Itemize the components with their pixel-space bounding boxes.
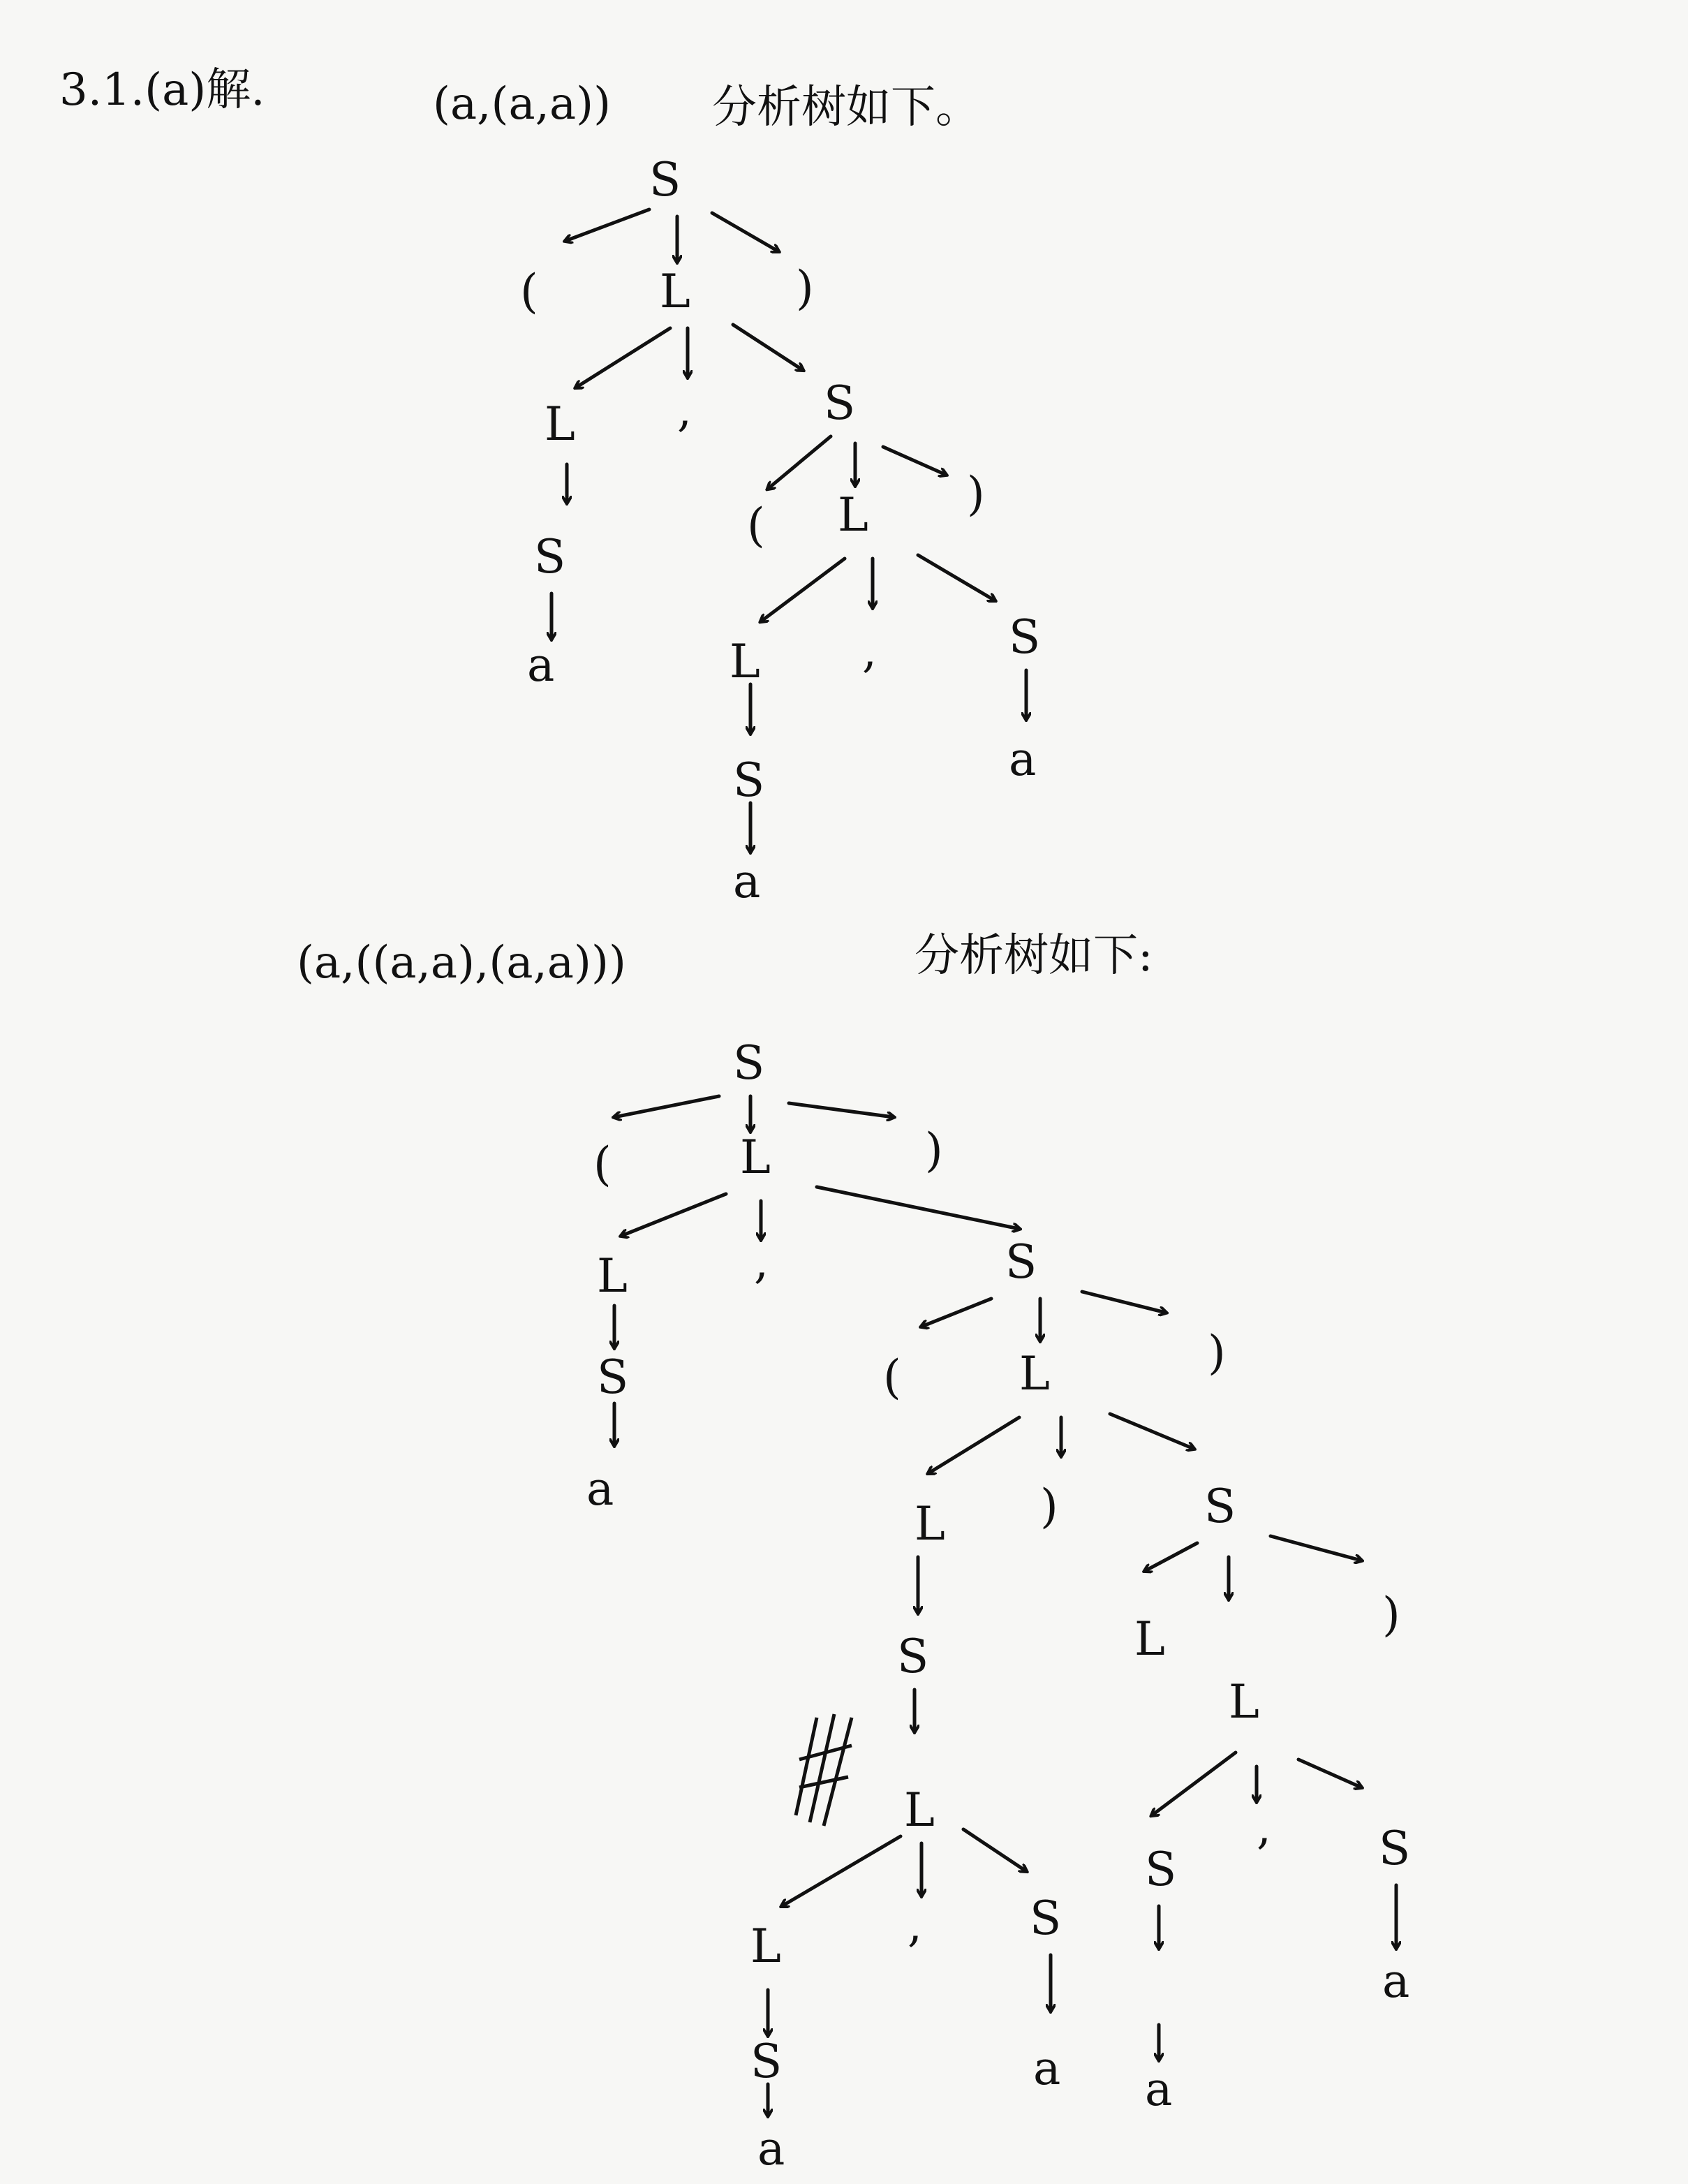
tree-node: , — [908, 1898, 922, 1952]
tree1-edges — [551, 209, 1026, 852]
edge — [576, 328, 670, 388]
tree-node: L — [1229, 1675, 1259, 1729]
tree-node: L — [904, 1783, 935, 1837]
edge — [614, 1096, 719, 1117]
tree-node: S — [1009, 610, 1041, 664]
edge — [1271, 1536, 1361, 1560]
tree1-nodes — [520, 153, 1040, 908]
edge — [1152, 1753, 1236, 1815]
tree2-caption-expr: (a,((a,a),(a,a))) — [297, 937, 626, 989]
tree-node: L — [597, 1249, 628, 1303]
tree-node: a — [733, 855, 761, 908]
tree-node: ( — [883, 1350, 901, 1404]
tree-node: ) — [1208, 1326, 1226, 1380]
tree-node: L — [915, 1497, 945, 1551]
tree1-caption-expr: (a,(a,a)) — [433, 78, 612, 130]
tree-node: L — [838, 488, 868, 542]
tree-node: S — [750, 2035, 783, 2088]
tree-node: ) — [796, 261, 814, 315]
edge — [963, 1829, 1026, 1871]
tree-node: , — [754, 1235, 769, 1289]
tree-node: a — [1145, 2063, 1173, 2116]
edge — [712, 213, 778, 251]
tree2-caption-text: 分析树如下: — [915, 930, 1153, 982]
edge — [733, 325, 803, 370]
tree-node: L — [1134, 1612, 1165, 1666]
tree-node: a — [586, 1462, 614, 1516]
edge — [817, 1187, 1019, 1229]
tree-node: S — [649, 153, 681, 207]
tree-node: L — [730, 635, 760, 688]
tree-node: a — [1009, 732, 1037, 786]
tree2-nodes — [586, 1036, 1410, 2176]
tree-node: ) — [1382, 1588, 1400, 1641]
edge — [1145, 1543, 1197, 1571]
edge — [789, 1103, 894, 1117]
tree-node: S — [1005, 1235, 1037, 1289]
tree-node: ) — [967, 467, 985, 521]
tree-node: a — [1033, 2042, 1061, 2095]
edge — [921, 1299, 991, 1327]
edge — [1110, 1414, 1194, 1449]
edge — [918, 555, 995, 600]
tree-node: ) — [925, 1123, 943, 1177]
tree-node: S — [824, 376, 856, 430]
edge — [621, 1194, 726, 1236]
tree-node: S — [597, 1350, 629, 1404]
tree-node: L — [740, 1130, 771, 1184]
edge — [883, 447, 946, 475]
tree-node: S — [1204, 1480, 1236, 1533]
problem-label: 3.1.(a)解. — [59, 64, 265, 116]
edge — [1298, 1759, 1361, 1787]
tree1-caption-text: 分析树如下。 — [712, 82, 980, 133]
tree-node: L — [545, 397, 575, 451]
scribble-mark — [796, 1714, 852, 1826]
tree-node: a — [1382, 1954, 1410, 2008]
tree-node: S — [534, 530, 566, 584]
tree-node: L — [660, 265, 690, 318]
tree-node: ( — [747, 499, 765, 552]
tree-node: a — [757, 2122, 785, 2176]
edge — [565, 209, 649, 241]
tree-node: ) — [1040, 1480, 1058, 1533]
edge — [782, 1836, 901, 1906]
tree-node: a — [527, 638, 555, 692]
tree-node: , — [862, 624, 877, 678]
edge — [768, 436, 831, 489]
tree-node: S — [1030, 1891, 1062, 1945]
tree-node: S — [1145, 1843, 1177, 1896]
tree-node: , — [1257, 1801, 1271, 1854]
tree-node: L — [750, 1919, 781, 1973]
tree-node: S — [897, 1630, 929, 1683]
tree-node: S — [733, 1036, 765, 1090]
tree-node: , — [677, 383, 692, 437]
edge — [761, 559, 845, 621]
tree-node: ( — [593, 1137, 612, 1191]
tree-node: ( — [520, 265, 538, 318]
tree-node: S — [733, 753, 765, 807]
tree-node: S — [1379, 1822, 1411, 1875]
edge — [928, 1417, 1019, 1473]
tree-node: L — [1019, 1347, 1050, 1401]
edge — [1082, 1292, 1166, 1313]
